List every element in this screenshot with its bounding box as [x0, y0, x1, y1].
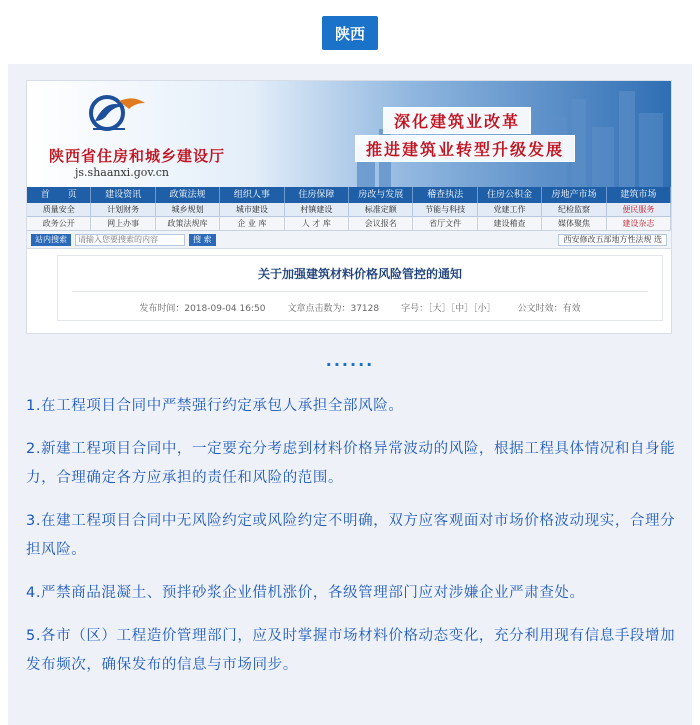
nav-construction-market[interactable]: 建筑市场 [607, 187, 671, 203]
website-screenshot [26, 80, 672, 334]
font-size-control[interactable]: 字号：［大］［中］［小］ [401, 304, 496, 314]
nav2-item[interactable]: 城乡规划 [156, 203, 220, 216]
nav-personnel[interactable]: 组织人事 [220, 187, 284, 203]
article-header [57, 255, 663, 321]
nav3-item[interactable]: 网上办事 [91, 217, 155, 230]
search-button[interactable]: 搜 索 [189, 234, 216, 246]
nav3-item[interactable]: 建设杂志 [607, 217, 671, 230]
site-search-label: 站内搜索 [31, 234, 71, 246]
site-domain: js.shaanxi.gov.cn [75, 166, 170, 179]
nav3-item[interactable]: 省厅文件 [413, 217, 477, 230]
content-card [8, 64, 692, 725]
site-name: 陕西省住房和城乡建设厅 [49, 147, 226, 165]
doc-status: 公文时效：有效 [517, 304, 581, 314]
divider [72, 291, 648, 292]
nav3-item[interactable]: 会议报名 [349, 217, 413, 230]
nav-policy[interactable]: 政策法规 [156, 187, 220, 203]
view-count: 文章点击数为：37128 [287, 304, 380, 314]
nav2-item[interactable]: 标准定额 [349, 203, 413, 216]
publish-date: 发布时间：2018-09-04 16:50 [139, 304, 266, 314]
nav-real-estate[interactable]: 房地产市场 [542, 187, 606, 203]
point-2: 2.新建工程项目合同中，一定要充分考虑到材料价格异常波动的风险，根据工程具体情况和自身能力，合理确定各方应承担的责任和风险的范围。 [26, 441, 676, 486]
nav-news[interactable]: 建设资讯 [91, 187, 155, 203]
region-tag: 陕西 [322, 16, 378, 50]
nav-enforcement[interactable]: 稽查执法 [413, 187, 477, 203]
point-3: 3.在建工程项目合同中无风险约定或风险约定不明确，双方应客观面对市场价格波动现实，合理分担风险。 [26, 513, 676, 558]
nav2-item[interactable]: 城市建设 [220, 203, 284, 216]
nav3-item[interactable]: 建设稽查 [478, 217, 542, 230]
nav2-item[interactable]: 质量安全 [27, 203, 91, 216]
nav-housing[interactable]: 住房保障 [285, 187, 349, 203]
article-meta [58, 301, 662, 314]
tertiary-nav [27, 217, 671, 231]
nav3-item[interactable]: 政务公开 [27, 217, 91, 230]
nav2-item[interactable]: 党建工作 [478, 203, 542, 216]
nav3-item[interactable]: 媒体聚焦 [542, 217, 606, 230]
nav3-item[interactable]: 企 业 库 [220, 217, 284, 230]
nav-fund[interactable]: 住房公积金 [478, 187, 542, 203]
nav-reform[interactable]: 房改与发展 [349, 187, 413, 203]
points-list [26, 392, 676, 694]
nav2-item[interactable]: 村镇建设 [285, 203, 349, 216]
nav3-item[interactable]: 人 才 库 [285, 217, 349, 230]
site-banner [27, 81, 671, 187]
ellipsis: ...... [325, 351, 375, 370]
point-5: 5.各市（区）工程造价管理部门，应及时掌握市场材料价格动态变化，充分利用现有信息手段增加发布频次，确保发布的信息与市场同步。 [26, 628, 676, 673]
nav3-item[interactable]: 政策法规库 [156, 217, 220, 230]
site-select[interactable]: 西安修改五部地方性法规 选 [558, 234, 667, 246]
site-logo-icon [85, 91, 155, 137]
secondary-nav [27, 203, 671, 217]
nav-home[interactable]: 首 页 [27, 187, 91, 203]
nav2-item[interactable]: 便民服务 [607, 203, 671, 216]
primary-nav [27, 187, 671, 203]
search-input[interactable] [75, 234, 185, 246]
slogan-line-2: 推进建筑业转型升级发展 [355, 135, 575, 162]
search-bar [27, 231, 671, 249]
slogan-line-1: 深化建筑业改革 [383, 107, 531, 134]
point-4: 4.严禁商品混凝土、预拌砂浆企业借机涨价，各级管理部门应对涉嫌企业严肃查处。 [26, 585, 585, 601]
nav2-item[interactable]: 计划财务 [91, 203, 155, 216]
article-title: 关于加强建筑材料价格风险管控的通知 [257, 267, 462, 281]
nav2-item[interactable]: 纪检监察 [542, 203, 606, 216]
point-1: 1.在工程项目合同中严禁强行约定承包人承担全部风险。 [26, 398, 404, 414]
nav2-item[interactable]: 节能与科技 [413, 203, 477, 216]
